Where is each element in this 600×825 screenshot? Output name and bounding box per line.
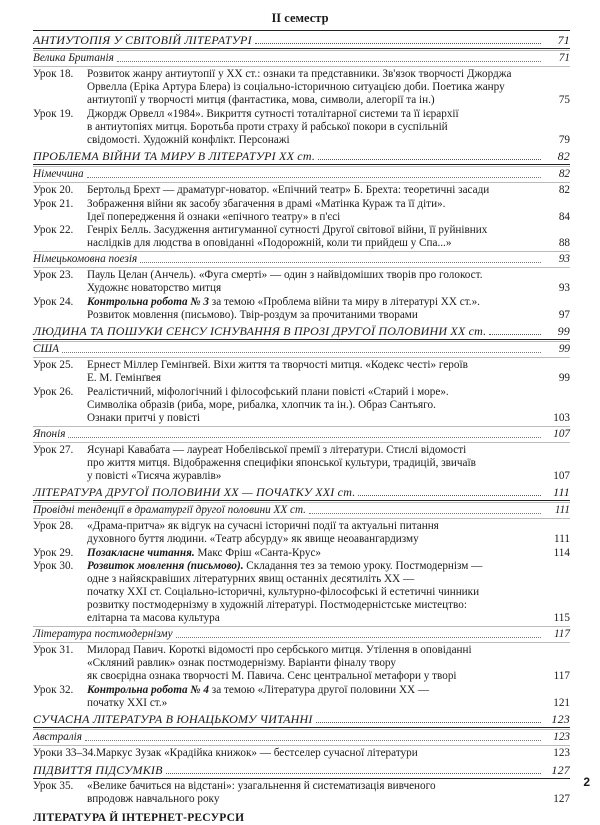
lesson-line: початку XXI ст. Соціально-історичні, культурно-філософські й естетичні чинники: [87, 586, 480, 598]
lesson-line: [87, 560, 544, 573]
lesson-line: Пауль Целан (Анчель). «Фуга смерті» — один з найвідоміших творів про голокост.: [87, 269, 483, 281]
leader-dots: [85, 740, 541, 741]
lesson-line: початку XXI ст.»: [87, 696, 168, 709]
lesson-line: Зображення війни як засобу збагачення в драмі «Матінка Кураж та її діти».: [87, 197, 446, 210]
lesson-entry[interactable]: [33, 108, 570, 147]
page-ref: 123: [553, 747, 570, 759]
lesson-entry[interactable]: [33, 198, 570, 224]
lesson-entry[interactable]: [33, 747, 570, 760]
leader-dots: [166, 772, 541, 774]
lesson-label: Урок 35.: [33, 779, 74, 792]
lesson-text: [87, 224, 544, 250]
section-heading[interactable]: [33, 30, 570, 49]
lesson-line: «Велике бачиться на відстані»: узагальнення й систематизація вивченого: [87, 779, 436, 792]
page-ref: 107: [553, 427, 570, 440]
page-ref: 82: [558, 184, 570, 196]
subsection-title: Австралія: [33, 731, 82, 743]
lesson-text: [87, 184, 544, 197]
page-ref: 127: [551, 762, 570, 777]
lesson-text: [87, 296, 544, 322]
lesson-entry[interactable]: [33, 780, 570, 806]
section-heading[interactable]: [33, 761, 570, 779]
lesson-text: [87, 644, 544, 683]
lesson-label: Урок 32.: [33, 683, 74, 696]
leader-dots: [68, 437, 541, 438]
page-ref: 93: [558, 282, 570, 294]
page-ref: 82: [557, 149, 570, 163]
page-ref: 121: [553, 696, 570, 709]
page-ref: 127: [553, 792, 570, 805]
lesson-entry[interactable]: [33, 560, 570, 625]
subsection-heading[interactable]: [33, 626, 570, 643]
lesson-label: Урок 18.: [33, 68, 74, 80]
lesson-line-text: за темою «Література другої половини XX —: [208, 683, 430, 696]
lesson-text: [87, 684, 544, 710]
page-ref: 123: [553, 731, 570, 743]
page-ref: 103: [553, 411, 570, 424]
page-ref: 75: [558, 94, 570, 106]
section-title: ПІДВИТТЯ ПІДСУМКІВ: [33, 762, 163, 777]
lesson-label: Уроки 33–34.: [33, 747, 97, 759]
subsection-title: Література постмодернізму: [33, 628, 173, 640]
subsection-title: Німеччина: [33, 168, 84, 180]
lesson-line-text: за темою «Проблема війни та миру в літературі XX ст.».: [208, 295, 480, 308]
lesson-label: Урок 31.: [33, 644, 74, 656]
lesson-label: Урок 29.: [33, 546, 74, 559]
lesson-line: Джордж Орвелл «1984». Викриття сутності тоталітарної системи та її ієрархії: [87, 107, 459, 120]
lesson-text: [87, 520, 544, 546]
page-ref: 114: [553, 546, 570, 559]
subsection-title: Японія: [33, 427, 66, 440]
lesson-line: Розвиток жанру антиутопії у XX ст.: ознаки та представники. Зв'язок творчості Джорджа: [87, 68, 512, 80]
lesson-line: Орвелла (Еріка Артура Блера) із соціально-історичною ситуацією доби. Поетика жанру: [87, 81, 505, 93]
lesson-line: Ознаки притчі у повісті: [87, 411, 200, 424]
lesson-text: [87, 359, 544, 385]
page-ref: 99: [558, 343, 570, 355]
lesson-line: Реалістичний, міфологічний і філософський плани повісті «Старий і море».: [87, 385, 449, 398]
lesson-emphasis: Контрольна робота № 3: [87, 295, 209, 308]
leader-dots: [358, 494, 541, 496]
section-title: ПРОБЛЕМА ВІЙНИ ТА МИРУ В ЛІТЕРАТУРІ XX ст.: [33, 149, 316, 163]
lesson-line: [87, 547, 544, 560]
section-heading[interactable]: [33, 147, 570, 165]
lesson-line: Милорад Павич. Короткі відомості про сербського митця. Утілення в оповіданні: [87, 644, 472, 656]
leader-dots: [316, 721, 541, 723]
lesson-line: Ернест Міллер Гемінґвей. Віхи життя та творчості митця. «Кодекс честі» героїв: [87, 359, 468, 371]
lesson-entry[interactable]: [33, 444, 570, 483]
page-ref: 99: [558, 372, 570, 384]
lesson-line: антиутопії у творчості митця (фантастика, мова, символи, алегорії та ін.): [87, 94, 435, 106]
page-number: 2: [583, 775, 590, 789]
section-heading[interactable]: [33, 322, 570, 340]
lesson-entry[interactable]: [33, 68, 570, 107]
lesson-text: [87, 269, 544, 295]
page-ref: 115: [553, 612, 570, 624]
page-ref: 88: [558, 237, 570, 249]
lesson-text: [87, 108, 544, 147]
lesson-text: [87, 547, 544, 560]
lesson-label: Урок 28.: [33, 520, 74, 532]
lesson-label: Урок 30.: [33, 560, 74, 572]
lesson-line: «Скляний равлик» ознак постмодернізму. Варіанти фіналу твору: [87, 657, 396, 669]
page-ref: 71: [558, 52, 570, 64]
lesson-line: духовного буття людини. «Театр абсурду» як явище неоавангардизму: [87, 533, 419, 545]
section-title: АНТИУТОПІЯ У СВІТОВІЙ ЛІТЕРАТУРІ: [33, 33, 252, 47]
page-ref: 123: [551, 712, 570, 726]
lesson-entry[interactable]: [33, 684, 570, 710]
lesson-line: Ясунарі Кавабата — лауреат Нобелівської премії з літератури. Стислі відомості: [87, 443, 467, 456]
lesson-label: Урок 27.: [33, 443, 74, 456]
page-ref: 97: [558, 308, 570, 321]
lesson-emphasis: Розвиток мовлення (письмово).: [87, 560, 244, 572]
lesson-line-text: Макс Фріш «Санта-Крус»: [194, 546, 322, 559]
section-heading[interactable]: [33, 483, 570, 501]
lesson-text: [87, 386, 544, 425]
leader-dots: [309, 513, 541, 514]
lesson-emphasis: Контрольна робота № 4: [87, 683, 209, 696]
final-heading[interactable]: ЛІТЕРАТУРА Й ІНТЕРНЕТ-РЕСУРСИ: [33, 811, 245, 824]
lesson-entry[interactable]: [33, 224, 570, 250]
leader-dots: [117, 61, 541, 62]
section-title: ЛІТЕРАТУРА ДРУГОЇ ПОЛОВИНИ XX — ПОЧАТКУ XXI ст.: [33, 485, 356, 499]
subsection-heading[interactable]: [33, 729, 570, 746]
lesson-line: Маркус Зузак «Крадійка книжок» — бестселер сучасної літератури: [96, 747, 418, 759]
subsection-heading[interactable]: [33, 251, 570, 268]
lesson-text: [87, 444, 544, 483]
lesson-line: елітарна та масова культура: [87, 612, 220, 624]
lesson-text: [96, 747, 544, 760]
lesson-line: Символіка образів (риба, море, рибалка, хлопчик та ін.). Образ Сантьяго.: [87, 398, 436, 411]
subsection-heading[interactable]: [33, 166, 570, 183]
lesson-line: «Драма-притча» як відгук на сучасні історичні події та актуальні питання: [87, 520, 439, 532]
page-ref: 111: [553, 485, 570, 499]
leader-dots: [62, 352, 541, 353]
lesson-line: як своєрідна ознака творчості М. Павича. Сенс центральної метафори у творі: [87, 670, 457, 682]
lesson-label: Урок 24.: [33, 295, 74, 308]
lesson-entry[interactable]: [33, 644, 570, 683]
lesson-line: Розвиток мовлення (письмово). Твір-роздум за прочитаними творами: [87, 308, 418, 321]
subsection-title: Провідні тенденції в драматургії другої половини XX ст.: [33, 504, 306, 516]
lesson-entry[interactable]: [33, 184, 570, 197]
subsection-heading[interactable]: [33, 502, 570, 519]
lesson-line: розвитку постмодернізму в художній літературі. Постмодерністське мистецтво:: [87, 599, 467, 611]
page-ref: 111: [554, 533, 570, 545]
page-ref: 111: [554, 504, 570, 516]
lesson-label: Урок 22.: [33, 224, 74, 236]
leader-dots: [255, 42, 541, 44]
lesson-label: Урок 25.: [33, 359, 74, 371]
subsection-title: Німецькомовна поезія: [33, 253, 138, 265]
leader-dots: [176, 637, 541, 638]
lesson-line-text: Складання тез за темою уроку. Постмодернізм —: [243, 560, 483, 572]
lesson-text: [87, 198, 544, 224]
lesson-line: Художнє новаторство митця: [87, 282, 222, 294]
lesson-entry[interactable]: [33, 269, 570, 295]
section-title: ЛЮДИНА ТА ПОШУКИ СЕНСУ ІСНУВАННЯ В ПРОЗІ ДРУГОЇ ПОЛОВИНИ XX ст.: [33, 324, 487, 338]
lesson-label: Урок 19.: [33, 107, 74, 120]
subsection-heading[interactable]: [33, 426, 570, 443]
leader-dots: [87, 177, 541, 178]
lesson-line: Ідеї попередження й ознаки «епічного театру» в п'єсі: [87, 210, 341, 223]
page-ref: 79: [558, 133, 570, 146]
leader-dots: [140, 262, 541, 263]
lesson-line: свідомості. Художній конфлікт. Персонажі: [87, 133, 290, 146]
lesson-entry[interactable]: [33, 359, 570, 385]
page-ref: 117: [554, 628, 570, 640]
lesson-line: в антиутопіях митця. Боротьба проти страху й рабської покори в суспільній: [87, 120, 448, 133]
lesson-line: Генріх Белль. Засудження антигуманної сутності Другої світової війни, її руйнівних: [87, 224, 488, 236]
lesson-label: Урок 20.: [33, 184, 74, 196]
lesson-line: [87, 684, 544, 697]
page-ref: 84: [558, 210, 570, 223]
page-ref: 117: [553, 670, 570, 682]
lesson-entry[interactable]: [33, 386, 570, 425]
subsection-heading[interactable]: [33, 341, 570, 358]
lesson-line: у повісті «Тисяча журавлів»: [87, 469, 222, 482]
page-ref: 107: [553, 469, 570, 482]
section-title: СУЧАСНА ЛІТЕРАТУРА В ЮНАЦЬКОМУ ЧИТАННІ: [33, 712, 313, 726]
lesson-line: впродовж навчального року: [87, 792, 220, 805]
lesson-line: одне з найяскравіших літературних явищ останніх десятиліть XX —: [87, 573, 415, 585]
lesson-line: Бертольд Брехт — драматург-новатор. «Епічний театр» Б. Брехта: теоретичні засади: [87, 184, 490, 196]
subsection-heading[interactable]: [33, 50, 570, 67]
page-ref: 99: [557, 324, 570, 338]
lesson-label: Урок 23.: [33, 269, 74, 281]
subsection-title: США: [33, 343, 59, 355]
lesson-text: [87, 780, 544, 806]
lesson-label: Урок 21.: [33, 197, 74, 210]
lesson-line: наслідків для людства в оповіданні «Подорожній, коли ти прийдеш у Спа...»: [87, 237, 452, 249]
lesson-line: [87, 296, 544, 309]
page-ref: 93: [558, 253, 570, 265]
lesson-line: Е. М. Гемінґвея: [87, 372, 161, 384]
leader-dots: [489, 333, 541, 335]
subsection-title: Велика Британія: [33, 52, 114, 64]
lesson-label: Урок 26.: [33, 385, 74, 398]
page-ref: 82: [558, 168, 570, 180]
lesson-line: про життя митця. Відображення специфіки японської культури, традицій, звичаїв: [87, 456, 476, 469]
lesson-entry[interactable]: [33, 547, 570, 560]
table-of-contents: [33, 30, 570, 825]
lesson-emphasis: Позакласне читання.: [87, 546, 195, 559]
leader-dots: [318, 158, 541, 160]
section-heading[interactable]: [33, 710, 570, 728]
lesson-text: [87, 560, 544, 625]
page-ref: 71: [557, 33, 570, 47]
lesson-entry[interactable]: [33, 296, 570, 322]
semester-heading: II семестр: [271, 11, 329, 25]
lesson-text: [87, 68, 544, 107]
lesson-entry[interactable]: [33, 520, 570, 546]
